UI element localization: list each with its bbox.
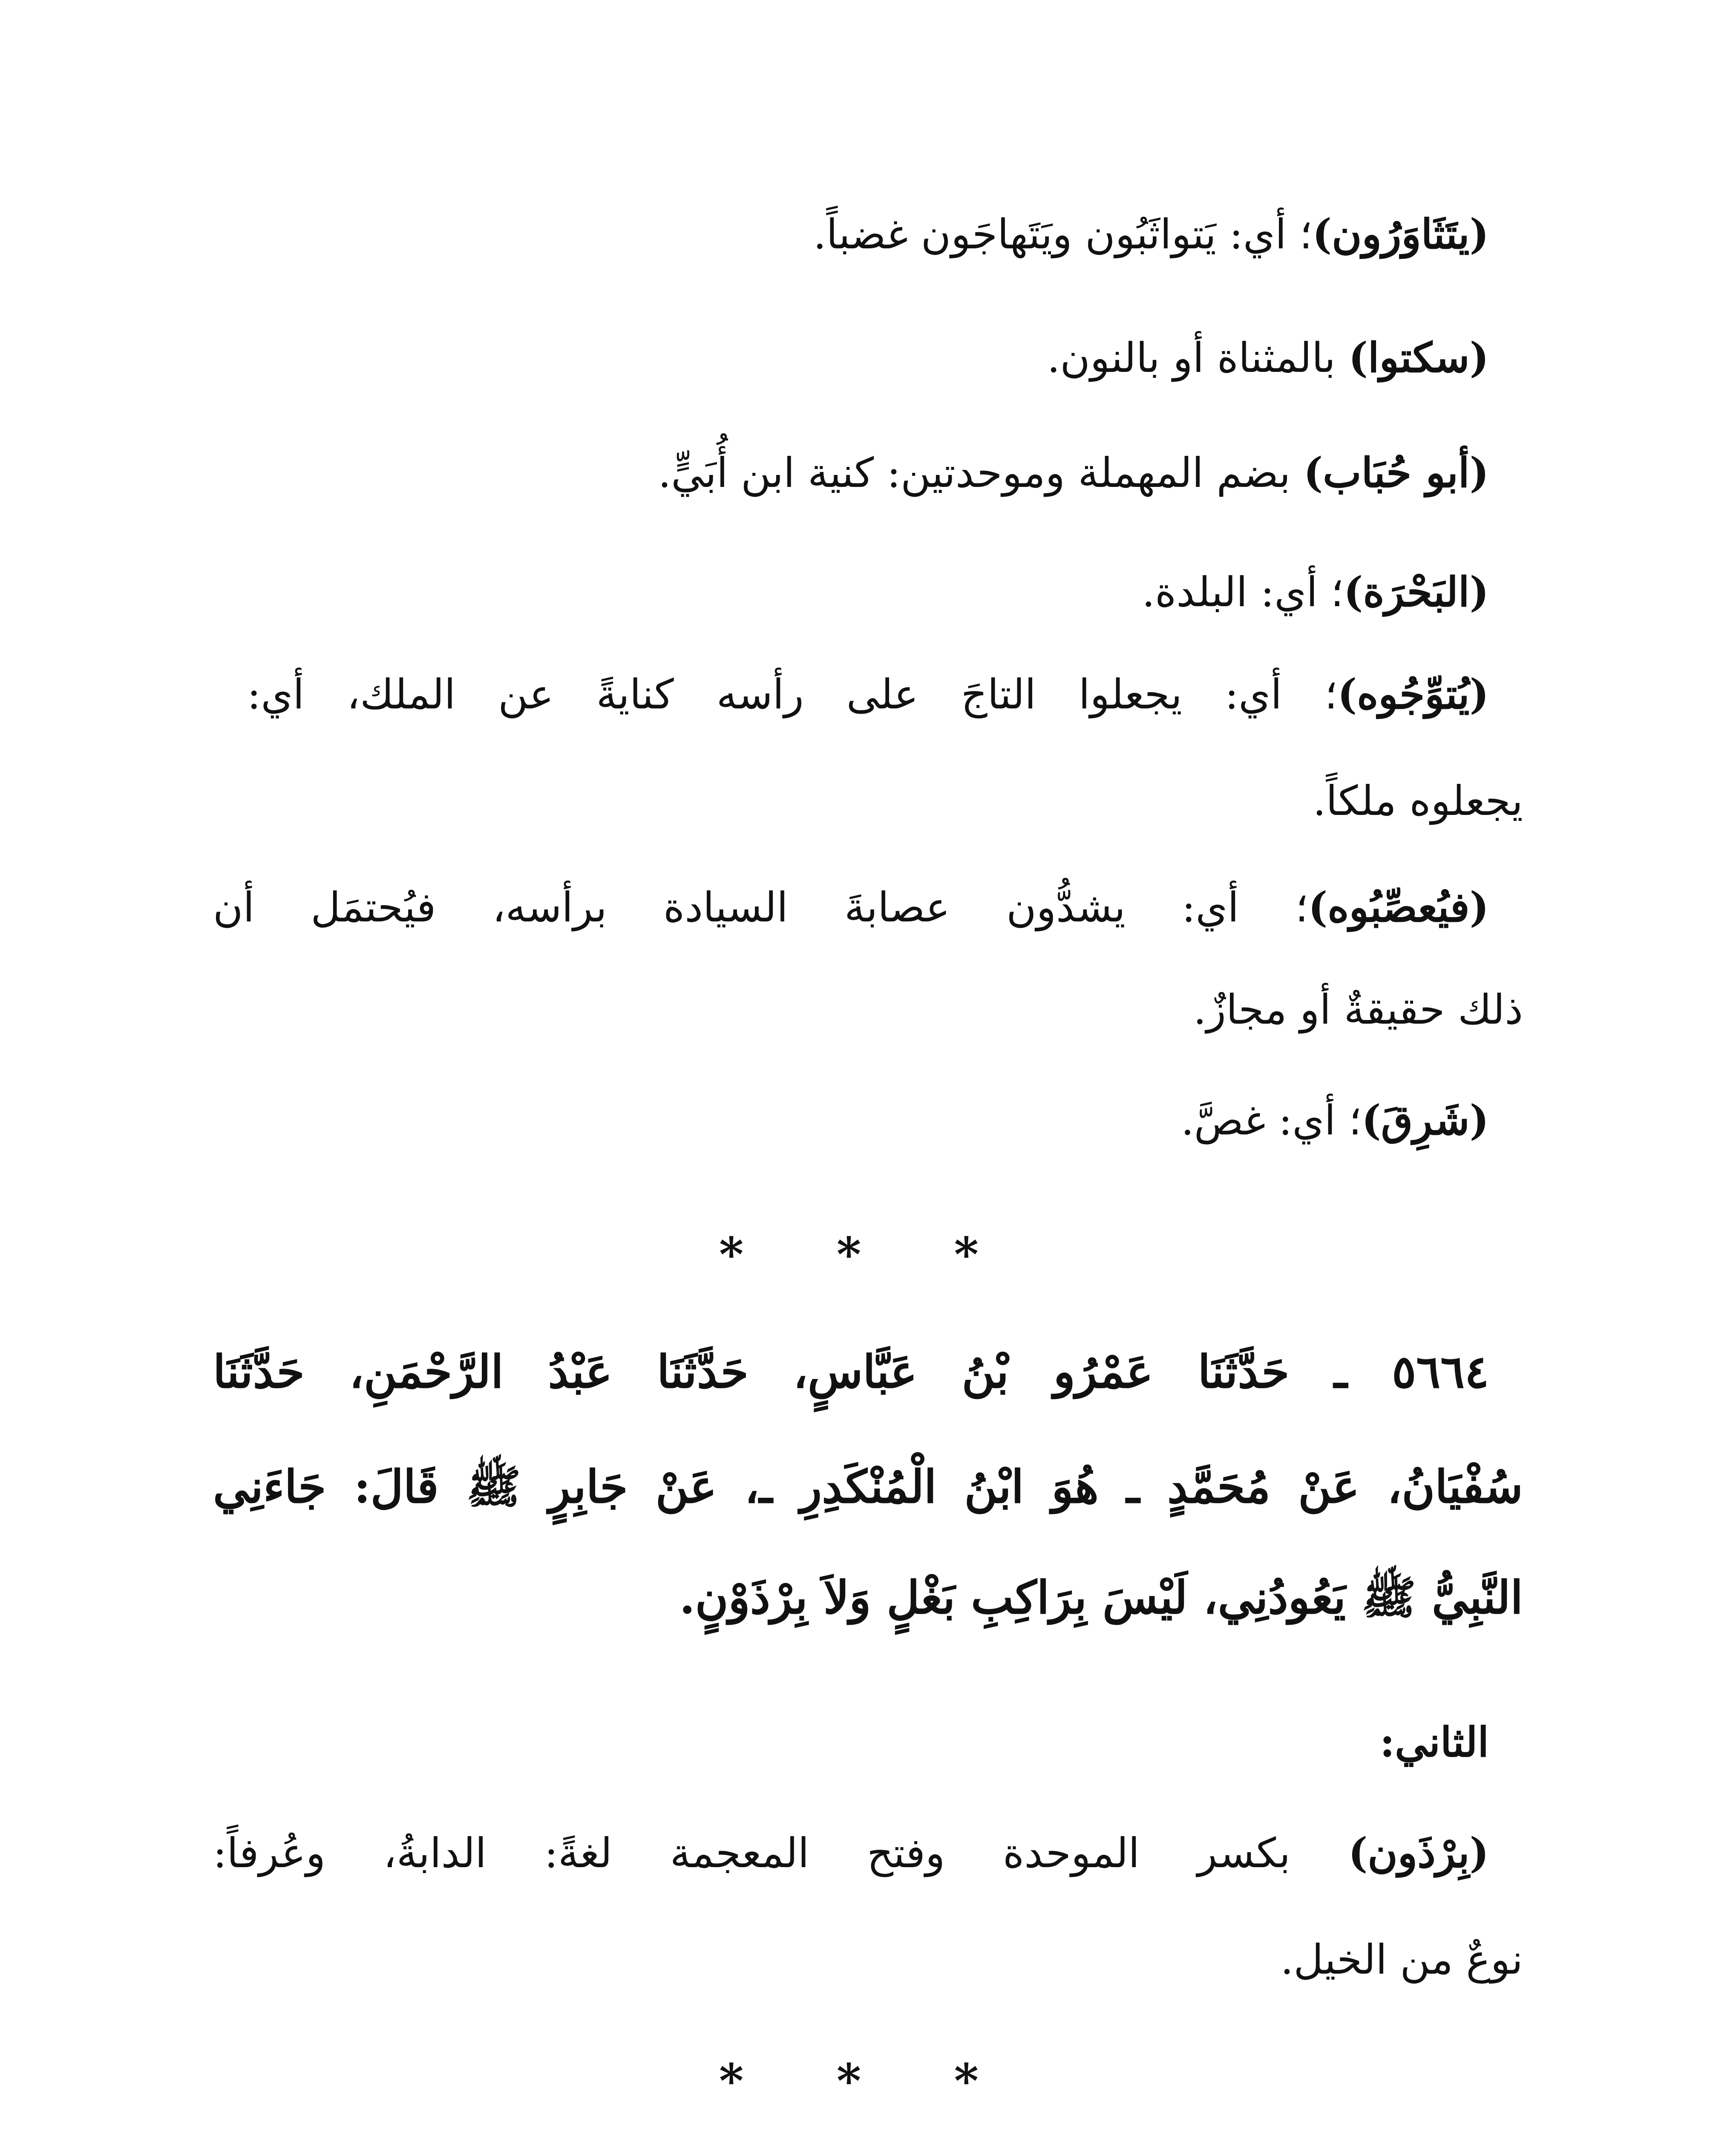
entry-continuation: ذلك حقيقةٌ أو مجازٌ.: [1193, 986, 1523, 1033]
entry-line: [1181, 1091, 1489, 1150]
entry-term: (يتَثَاوَرُون): [1312, 210, 1489, 258]
entry-term: (أبو حُبَاب): [1303, 449, 1489, 497]
entry-term: (بِرْذَون): [1348, 1829, 1489, 1877]
section-separator: * * *: [719, 1227, 1017, 1282]
entry-line: [247, 665, 1489, 724]
entry-continuation: يجعلوه ملكاً.: [1313, 777, 1523, 825]
hadith-line: ٥٦٦٤ ـ حَدَّثَنَا عَمْرُو بْنُ عَبَّاسٍ، حَدَّثَنَا عَبْدُ الرَّحْمَنِ، حَدَّثَنَا: [213, 1345, 1489, 1398]
entry-line: [1142, 562, 1489, 622]
entry-text: بالمثناة أو بالنون.: [1047, 334, 1349, 382]
entry-line: [658, 443, 1489, 503]
entry-text: ؛ أي: يَتواثَبُون ويَتَهاجَون غضباً.: [813, 210, 1313, 258]
entry-text: ؛ أي: غصَّ.: [1181, 1097, 1362, 1144]
entry-line: [213, 878, 1489, 937]
entry-term: (يُتوِّجُوه): [1337, 670, 1489, 718]
entry-text: بكسر الموحدة وفتح المعجمة لغةً: الدابةُ، وعُرفاً:: [213, 1829, 1348, 1877]
entry-line: [213, 1823, 1489, 1883]
entry-text: ؛ أي: يشدُّون عصابةَ السيادة برأسه، فيُحتمَل أن: [213, 884, 1308, 931]
entry-text: ؛ أي: يجعلوا التاجَ على رأسه كنايةً عن الملك، أي:: [247, 671, 1338, 718]
hadith-line: النَّبِيُّ ﷺ يَعُودُنِي، لَيْسَ بِرَاكِبِ بَغْلٍ وَلاَ بِرْذَوْنٍ.: [679, 1571, 1523, 1624]
entry-line: [813, 204, 1489, 264]
section-heading: الثاني:: [1379, 1718, 1489, 1766]
entry-line: [1047, 328, 1489, 388]
entry-term: (فيُعصِّبُوه): [1308, 883, 1489, 931]
entry-continuation: نوعٌ من الخيل.: [1280, 1936, 1523, 1983]
entry-text: بضم المهملة وموحدتين: كنية ابن أُبَيٍّ.: [658, 449, 1304, 497]
entry-text: ؛ أي: البلدة.: [1142, 568, 1344, 616]
entry-term: (البَحْرَة): [1344, 568, 1489, 616]
entry-term: (شَرِقَ): [1362, 1096, 1489, 1144]
entry-term: (سكتوا): [1348, 334, 1489, 382]
hadith-line: سُفْيَانُ، عَنْ مُحَمَّدٍ ـ هُوَ ابْنُ الْمُنْكَدِرِ ـ، عَنْ جَابِرٍ ﷺ قَالَ: جَاءَنِي: [213, 1460, 1523, 1513]
section-separator: * * *: [719, 2053, 1017, 2108]
